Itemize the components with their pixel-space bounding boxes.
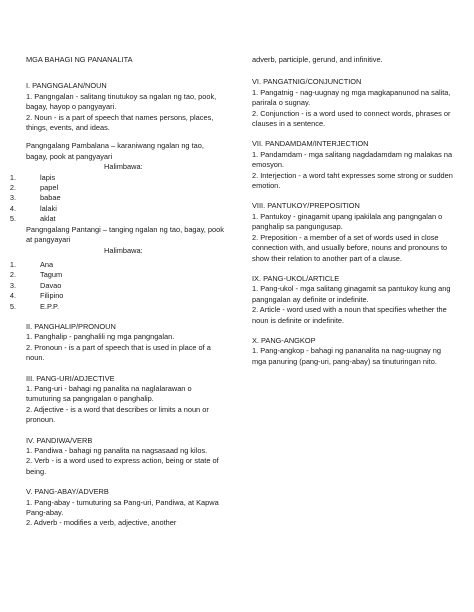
section-noun — [9, 81, 226, 312]
verb-definition-english: 2. Verb - is a word used to express action, being or state of being. — [26, 456, 219, 476]
list-item: 4. Filipino — [9, 291, 64, 301]
pambalana-definition: Pangngalang Pambalana – karaniwang ngalan ng tao, bagay, pook at pangyayari — [26, 141, 204, 161]
list-item: 1. Ana — [9, 259, 54, 269]
right-column — [252, 55, 457, 377]
noun-definition-tagalog: 1. Pangngalan - salitang tinutukoy sa ngalan ng tao, pook, bagay, hayop o pangyayari. — [26, 91, 217, 112]
section-heading-verb: IV. PANDIWA/VERB — [26, 435, 93, 445]
left-column — [9, 55, 226, 539]
adjective-definition-english: 2. Adjective - is a word that describes or limits a noun or pronoun. — [26, 404, 209, 425]
pambalana-example-list — [9, 172, 226, 225]
section-pronoun — [26, 322, 226, 364]
article-definition-tagalog: 1. Pang-ukol - mga salitang ginagamit sa pantukoy kung ang pangngalan ay definite or indefinite. — [252, 284, 451, 304]
list-item: 3. Davao — [9, 280, 62, 290]
pambalana-halimbawa: Halimbawa: — [104, 162, 143, 172]
section-heading-conjunction: VI. PANGATNIG/CONJUNCTION — [252, 77, 362, 87]
pronoun-definition-tagalog: 1. Panghalip - panghalili ng mga pangngalan. — [26, 332, 175, 342]
section-heading-preposition: VIII. PANTUKOY/PREPOSITION — [252, 201, 360, 211]
section-heading-interjection: VII. PANDAMDAM/INTERJECTION — [252, 139, 369, 149]
noun-definition-english: 2. Noun - is a part of speech that names persons, places, things, events, and ideas. — [26, 112, 214, 133]
adverb-definition-tagalog: 1. Pang-abay - tumuturing sa Pang-uri, Pandiwa, at Kapwa Pang-abay. — [26, 497, 219, 518]
preposition-definition-tagalog: 1. Pantukoy - ginagamit upang ipakilala ang pangngalan o panghalip sa pangungusap. — [252, 211, 443, 232]
list-item: 2. papel — [9, 183, 59, 193]
section-angkop — [252, 336, 457, 367]
section-heading-adjective: III. PANG-URI/ADJECTIVE — [26, 373, 115, 383]
conjunction-definition-english: 2. Conjunction - is a word used to connect words, phrases or clauses in a sentence. — [252, 108, 451, 129]
interjection-definition-english: 2. Interjection - a word taht expresses some strong or sudden emotion. — [252, 170, 453, 191]
list-item: 5. E.P.P. — [9, 301, 60, 311]
section-verb — [26, 436, 226, 478]
preposition-definition-english: 2. Preposition - a member of a set of words used in close connection with, and usually before, nouns and pronouns to show their relation to another part of a clause. — [252, 232, 448, 263]
angkop-definition-tagalog: 1. Pang-angkop - bahagi ng pananalita na nag-uugnay ng mga panuring (pang-uri, pang-abay) sa tinuturingan nito. — [252, 346, 442, 366]
section-heading-noun: I. PANGNGALAN/NOUN — [26, 81, 107, 91]
article-definition-english: 2. Article - word used with a noun that specifies whether the noun is definite or indefinite. — [252, 305, 447, 325]
list-item: 4. lalaki — [9, 203, 57, 213]
list-item: 3. babae — [9, 193, 61, 203]
list-item: 1. lapis — [9, 172, 56, 182]
adverb-definition-english: 2. Adverb - modifies a verb, adjective, another — [26, 518, 177, 528]
section-preposition — [252, 201, 457, 263]
section-conjunction — [252, 77, 457, 129]
interjection-definition-tagalog: 1. Pandamdam - mga salitang nagdadamdam ng malakas na emosyon. — [252, 149, 453, 170]
list-item: 2. Tagum — [9, 270, 63, 280]
section-heading-pronoun: II. PANGHALIP/PRONOUN — [26, 321, 116, 331]
list-item: 5. aklat — [9, 214, 56, 224]
pantangi-example-list — [9, 259, 226, 312]
section-article — [252, 274, 457, 326]
section-heading-angkop: X. PANG-ANGKOP — [252, 335, 316, 345]
adverb-definition-continued: adverb, participle, gerund, and infinitive. — [252, 55, 383, 64]
section-heading-adverb: V. PANG-ABAY/ADVERB — [26, 487, 109, 497]
verb-definition-tagalog: 1. Pandiwa - bahagi ng panalita na nagsasaad ng kilos. — [26, 446, 208, 455]
document-title: MGA BAHAGI NG PANANALITA — [26, 55, 133, 64]
pronoun-definition-english: 2. Pronoun - is a part of speech that is used in place of a noun. — [26, 342, 211, 363]
section-interjection — [252, 139, 457, 191]
section-adverb — [26, 487, 226, 529]
pantangi-halimbawa: Halimbawa: — [104, 245, 143, 255]
adjective-definition-tagalog: 1. Pang-uri - bahagi ng panalita na naglalarawan o tumuturing sa pangngalan o panghalip. — [26, 383, 192, 404]
section-adjective — [26, 374, 226, 426]
section-heading-article: IX. PANG-UKOL/ARTICLE — [252, 273, 340, 283]
pantangi-definition: Pangngalang Pantangi – tanging ngalan ng tao, bagay, pook at pangyayari — [26, 224, 224, 245]
conjunction-definition-tagalog: 1. Pangatnig - nag-uugnay ng mga magkapanunod na salita, parirala o sugnay. — [252, 87, 451, 108]
